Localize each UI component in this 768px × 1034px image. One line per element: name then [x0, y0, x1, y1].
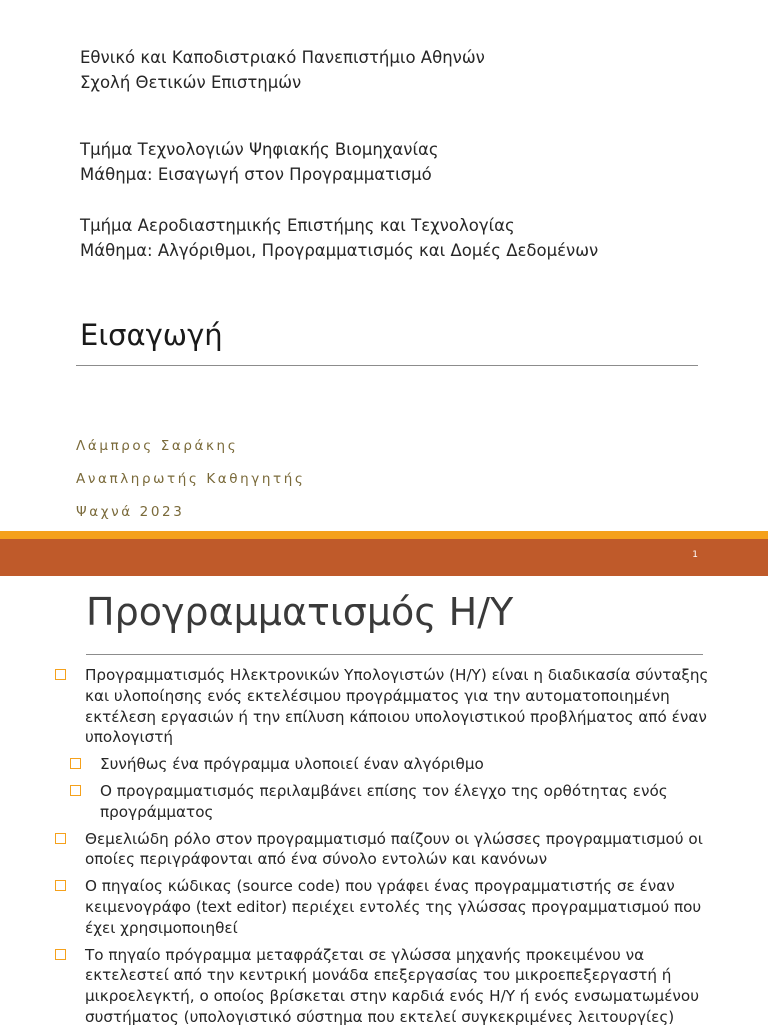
bullet-text: Ο πηγαίος κώδικας (source code) που γράφει ένας προγραμματιστής σε έναν κειμενογράφο (text editor) περιέχει εντολές της γλώσσας προγραμματισμού που έχει χρησιμοποιηθεί: [85, 877, 702, 937]
sub-bullet-item: [0, 781, 768, 823]
university-name: Εθνικό και Καποδιστριακό Πανεπιστήμιο Αθηνών: [80, 48, 485, 67]
university-block: [80, 45, 485, 95]
square-bullet-icon: [70, 785, 81, 796]
square-bullet-icon: [55, 880, 66, 891]
square-bullet-icon: [70, 758, 81, 769]
course-name: Μάθημα: Αλγόριθμοι, Προγραμματισμός και Δομές Δεδομένων: [80, 241, 599, 260]
page-number: 1: [692, 550, 698, 560]
accent-stripe: [0, 531, 768, 539]
bullet-text: Ο προγραμματισμός περιλαμβάνει επίσης τον έλεγχο της ορθότητας ενός προγράμματος: [100, 781, 668, 821]
title-divider: [76, 365, 698, 366]
title-divider: [86, 654, 703, 655]
bullet-item: [0, 945, 768, 1028]
department-name: Τμήμα Τεχνολογιών Ψηφιακής Βιομηχανίας: [80, 140, 439, 159]
department-block-1: [80, 137, 439, 187]
bullet-text: Προγραμματισμός Ηλεκτρονικών Υπολογιστών (Η/Υ) είναι η διαδικασία σύνταξης και υλοποίησης ενός εκτελέσιμου προγράμματος για την αυτοματοποιημένη εκτέλεση εργασιών ή την επίλυση κάποιου υπολογιστικού προβλήματος από έναν υπολογιστή: [85, 666, 709, 747]
footer-band: [0, 539, 768, 576]
course-name: Μάθημα: Εισαγωγή στον Προγραμματισμό: [80, 165, 432, 184]
square-bullet-icon: [55, 669, 66, 680]
bullet-item: [0, 876, 768, 938]
content-slide: [0, 576, 768, 1024]
square-bullet-icon: [55, 833, 66, 844]
bullet-text: Συνήθως ένα πρόγραμμα υλοποιεί έναν αλγόριθμο: [100, 755, 484, 774]
square-bullet-icon: [55, 949, 66, 960]
bullet-item: [0, 829, 768, 871]
bullet-item: [0, 665, 768, 748]
school-name: Σχολή Θετικών Επιστημών: [80, 73, 302, 92]
department-block-2: [80, 213, 598, 263]
author-position: Αναπληρωτής Καθηγητής: [76, 471, 306, 487]
slide-title: Εισαγωγή: [80, 318, 223, 352]
bullet-text: Το πηγαίο πρόγραμμα μεταφράζεται σε γλώσσα μηχανής προκειμένου να εκτελεστεί από την κεντρική μονάδα επεξεργασίας του μικροεπεξεργαστή ή μικροελεγκτή, ο οποίος βρίσκεται στην καρδιά ενός Η/Υ ή ενός ενσωματωμένου συστήματος (υπολογιστικό σύστημα που εκτελεί συγκεκριμένες λειτουργίες): [85, 945, 699, 1026]
slide-title: Προγραμματισμός Η/Υ: [86, 590, 514, 634]
bullet-text: Θεμελιώδη ρόλο στον προγραμματισμό παίζουν οι γλώσσες προγραμματισμού οι οποίες περιγράφονται από ένα σύνολο εντολών και κανόνων: [85, 829, 703, 869]
author-block: [76, 430, 305, 529]
location-date: Ψαχνά 2023: [76, 504, 185, 520]
bullet-list: [0, 665, 768, 1034]
department-name: Τμήμα Αεροδιαστημικής Επιστήμης και Τεχνολογίας: [80, 216, 515, 235]
sub-bullet-item: [0, 754, 768, 775]
author-name: Λάμπρος Σαράκης: [76, 438, 239, 454]
